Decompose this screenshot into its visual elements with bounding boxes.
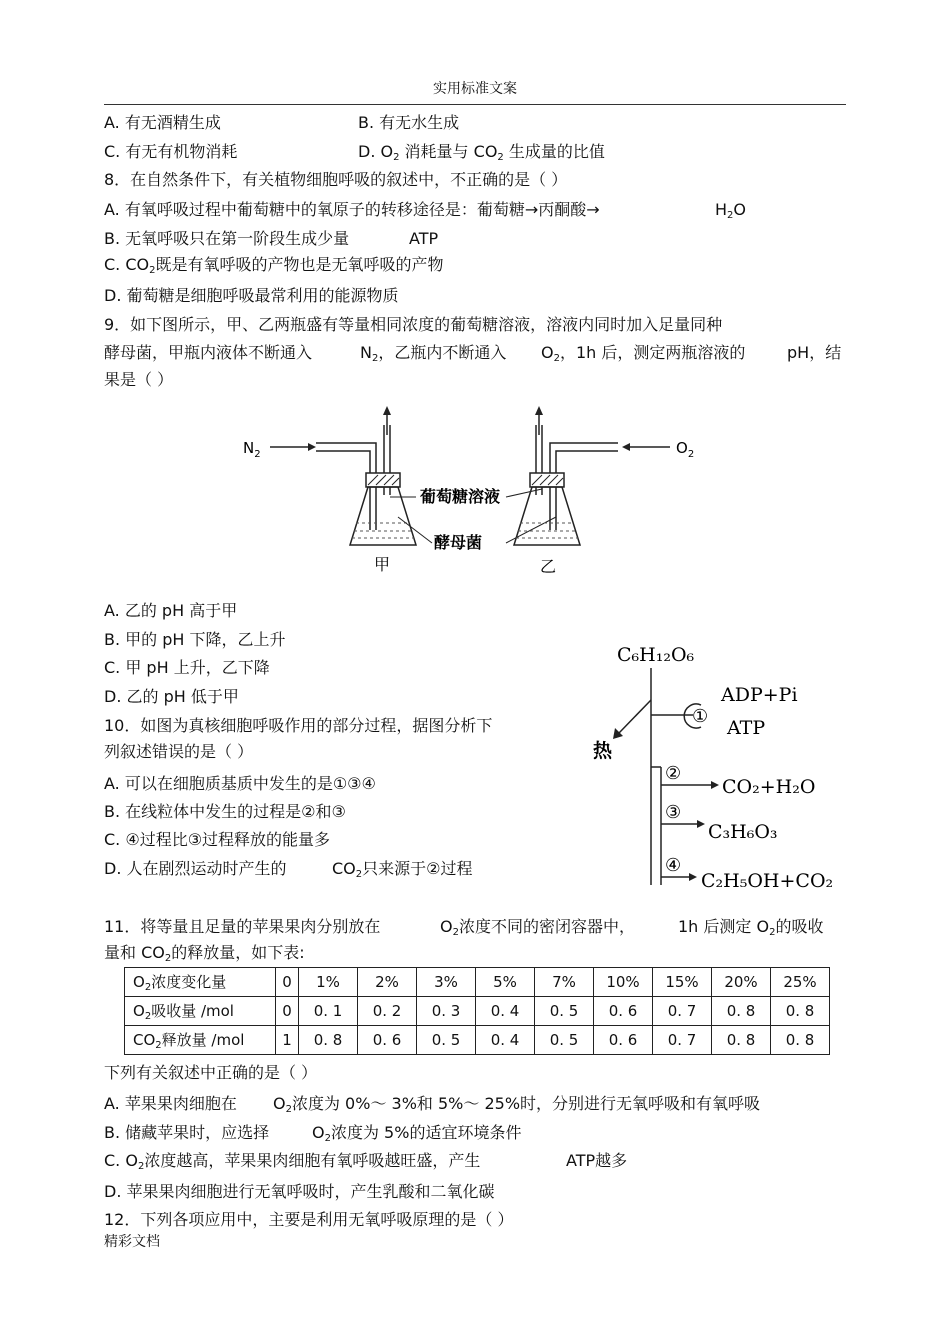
product-3-label: C₃H₆O₃ xyxy=(708,821,778,843)
page-footer: 精彩文档 xyxy=(104,1234,160,1250)
q7-option-b: B. 有无水生成 xyxy=(358,113,460,132)
q11-data-table xyxy=(124,967,830,1055)
n2-label: $N_2$ xyxy=(243,439,261,460)
table-cell: 0. 5 xyxy=(417,1026,476,1055)
q12-stem: 12．下列各项应用中，主要是利用无氧呼吸原理的是（ ） xyxy=(104,1210,514,1229)
q10-stem-line1: 10．如图为真核细胞呼吸作用的部分过程，据图分析下 xyxy=(104,716,493,735)
table-cell: 0. 8 xyxy=(771,1026,830,1055)
flask-b-stopper xyxy=(530,473,564,487)
q8-option-a-h2o: $H_2O$ xyxy=(715,200,746,221)
q9-flask-figure xyxy=(238,405,708,585)
q10-option-c: C. ④过程比③过程释放的能量多 xyxy=(104,830,331,849)
table-cell: 7% xyxy=(535,968,594,997)
table-cell: 1 xyxy=(276,1026,299,1055)
heat-arrow xyxy=(619,700,651,733)
q8-option-a: A. 有氧呼吸过程中葡萄糖中的氧原子的转移途径是：葡萄糖→丙酮酸→ xyxy=(104,200,600,219)
q9-stem-ph: pH，结 xyxy=(787,343,842,362)
q11-question: 下列有关叙述中正确的是（ ） xyxy=(104,1063,318,1082)
q7-option-a: A. 有无酒精生成 xyxy=(104,113,221,132)
table-cell: 0. 3 xyxy=(417,997,476,1026)
table-cell: 2% xyxy=(358,968,417,997)
flask-a-outlet-arrowhead xyxy=(383,406,391,415)
step-2-marker: ② xyxy=(665,763,682,784)
flask-b-outlet-arrowhead xyxy=(535,406,543,415)
flask-a-body xyxy=(350,487,416,545)
table-row xyxy=(125,1026,830,1055)
q11-option-d: D. 苹果果肉细胞进行无氧呼吸时，产生乳酸和二氧化碳 xyxy=(104,1182,495,1201)
q11-option-b: B. 储藏苹果时，应选择 xyxy=(104,1123,270,1142)
table-row xyxy=(125,968,830,997)
heat-label: 热 xyxy=(593,740,613,762)
q9-option-c: C. 甲 pH 上升，乙下降 xyxy=(104,658,270,677)
solution-label: 葡萄糖溶液 xyxy=(420,487,501,506)
branch-3-arrowhead xyxy=(697,820,705,828)
table-cell: 0. 7 xyxy=(653,1026,712,1055)
yeast-label: 酵母菌 xyxy=(434,533,483,552)
q10-option-a: A. 可以在细胞质基质中发生的是①③④ xyxy=(104,774,376,793)
branch-4-arrowhead xyxy=(689,873,697,881)
q10-option-b: B. 在线粒体中发生的过程是②和③ xyxy=(104,802,346,821)
row-label: $O_2$浓度变化量 xyxy=(125,968,276,997)
q7-option-d: D. $O_2$ 消耗量与 $CO_2$ 生成量的比值 xyxy=(358,142,605,163)
table-cell: 1% xyxy=(299,968,358,997)
q8-option-c: C. $CO_2$既是有氧呼吸的产物也是无氧呼吸的产物 xyxy=(104,255,444,276)
table-cell: 25% xyxy=(771,968,830,997)
table-cell: 0. 8 xyxy=(712,997,771,1026)
flask-b-inlet-tube-inner xyxy=(556,451,618,530)
q7-option-c: C. 有无有机物消耗 xyxy=(104,142,238,161)
table-cell: 0. 7 xyxy=(653,997,712,1026)
table-cell: 0. 6 xyxy=(358,1026,417,1055)
table-cell: 0. 8 xyxy=(299,1026,358,1055)
table-row xyxy=(125,997,830,1026)
row-label: $CO_2$释放量 /mol xyxy=(125,1026,276,1055)
q10-option-d-co2: $CO_2$只来源于②过程 xyxy=(332,859,473,880)
q11-option-a-rest: $O_2$浓度为 0%～ 3%和 5%～ 25%时，分别进行无氧呼吸和有氧呼吸 xyxy=(273,1094,761,1115)
q11-option-a: A. 苹果果肉细胞在 xyxy=(104,1094,237,1113)
q8-option-b-atp: ATP xyxy=(409,229,439,248)
q10-respiration-figure xyxy=(585,635,845,895)
q11-option-c: C. $O_2$浓度越高，苹果果肉细胞有氧呼吸越旺盛，产生 xyxy=(104,1151,481,1172)
product-4-label: C₂H₅OH+CO₂ xyxy=(701,870,834,892)
table-cell: 0. 5 xyxy=(535,1026,594,1055)
q9-stem-line3: 果是（ ） xyxy=(104,370,174,389)
table-cell: 0 xyxy=(276,997,299,1026)
q11-option-c-atp: ATP越多 xyxy=(566,1151,628,1170)
q11-stem-line1: 11．将等量且足量的苹果果肉分别放在 xyxy=(104,917,381,936)
o2-arrowhead xyxy=(622,443,630,451)
table-cell: 0. 6 xyxy=(594,997,653,1026)
yeast-pointer-a xyxy=(398,517,432,543)
page-header: 实用标准文案 xyxy=(433,81,517,97)
o2-label: $O_2$ xyxy=(676,439,695,460)
q9-stem-line2: 酵母菌，甲瓶内液体不断通入 xyxy=(104,343,313,362)
q8-option-d: D. 葡萄糖是细胞呼吸最常利用的能源物质 xyxy=(104,286,399,305)
step-1-marker: ① xyxy=(692,706,709,727)
q8-option-b: B. 无氧呼吸只在第一阶段生成少量 xyxy=(104,229,350,248)
step-4-marker: ④ xyxy=(665,855,682,876)
q9-stem-o2: $O_2$，1h 后，测定两瓶溶液的 xyxy=(541,343,746,364)
table-cell: 0. 8 xyxy=(712,1026,771,1055)
n2-arrowhead xyxy=(308,443,316,451)
table-cell: 0. 6 xyxy=(594,1026,653,1055)
atp-label: ATP xyxy=(727,717,766,739)
table-cell: 10% xyxy=(594,968,653,997)
table-cell: 5% xyxy=(476,968,535,997)
q9-option-d: D. 乙的 pH 低于甲 xyxy=(104,687,239,706)
flask-b-body xyxy=(514,487,580,545)
q9-stem-n2: $N_2$，乙瓶内不断通入 xyxy=(360,343,507,364)
header-rule xyxy=(104,104,846,105)
table-cell: 15% xyxy=(653,968,712,997)
q11-option-b-rest: $O_2$浓度为 5%的适宜环境条件 xyxy=(312,1123,522,1144)
flask-a-label: 甲 xyxy=(374,555,391,574)
flask-a-stopper xyxy=(366,473,400,487)
q11-stem-1h: 1h 后测定 $O_2$的吸收 xyxy=(678,917,824,938)
row-label: $O_2$吸收量 /mol xyxy=(125,997,276,1026)
yeast-pointer-b xyxy=(506,517,556,543)
table-cell: 0 xyxy=(276,968,299,997)
table-cell: 3% xyxy=(417,968,476,997)
adp-label: ADP+Pi xyxy=(721,684,798,706)
step-3-marker: ③ xyxy=(665,802,682,823)
flask-b-label: 乙 xyxy=(540,557,557,576)
q10-option-d: D. 人在剧烈运动时产生的 xyxy=(104,859,287,878)
table-cell: 0. 4 xyxy=(476,997,535,1026)
table-cell: 0. 1 xyxy=(299,997,358,1026)
table-cell: 0. 2 xyxy=(358,997,417,1026)
q9-option-a: A. 乙的 pH 高于甲 xyxy=(104,601,238,620)
q9-stem-line1: 9．如下图所示，甲、乙两瓶盛有等量相同浓度的葡萄糖溶液，溶液内同时加入足量同种 xyxy=(104,315,723,334)
q9-option-b: B. 甲的 pH 下降，乙上升 xyxy=(104,630,286,649)
q10-stem-line2: 列叙述错误的是（ ） xyxy=(104,742,254,761)
q8-stem: 8．在自然条件下，有关植物细胞呼吸的叙述中，不正确的是（ ） xyxy=(104,170,568,189)
table-cell: 0. 4 xyxy=(476,1026,535,1055)
product-2-label: CO₂+H₂O xyxy=(722,776,816,798)
glucose-label: C₆H₁₂O₆ xyxy=(617,644,695,666)
table-cell: 20% xyxy=(712,968,771,997)
table-cell: 0. 8 xyxy=(771,997,830,1026)
q11-stem-o2: $O_2$浓度不同的密闭容器中， xyxy=(440,917,635,938)
q11-stem-line2: 量和 $CO_2$的释放量，如下表: xyxy=(104,943,305,964)
flask-a-inlet-tube-inner xyxy=(316,451,370,530)
table-cell: 0. 5 xyxy=(535,997,594,1026)
branch-2-arrowhead xyxy=(711,781,719,789)
